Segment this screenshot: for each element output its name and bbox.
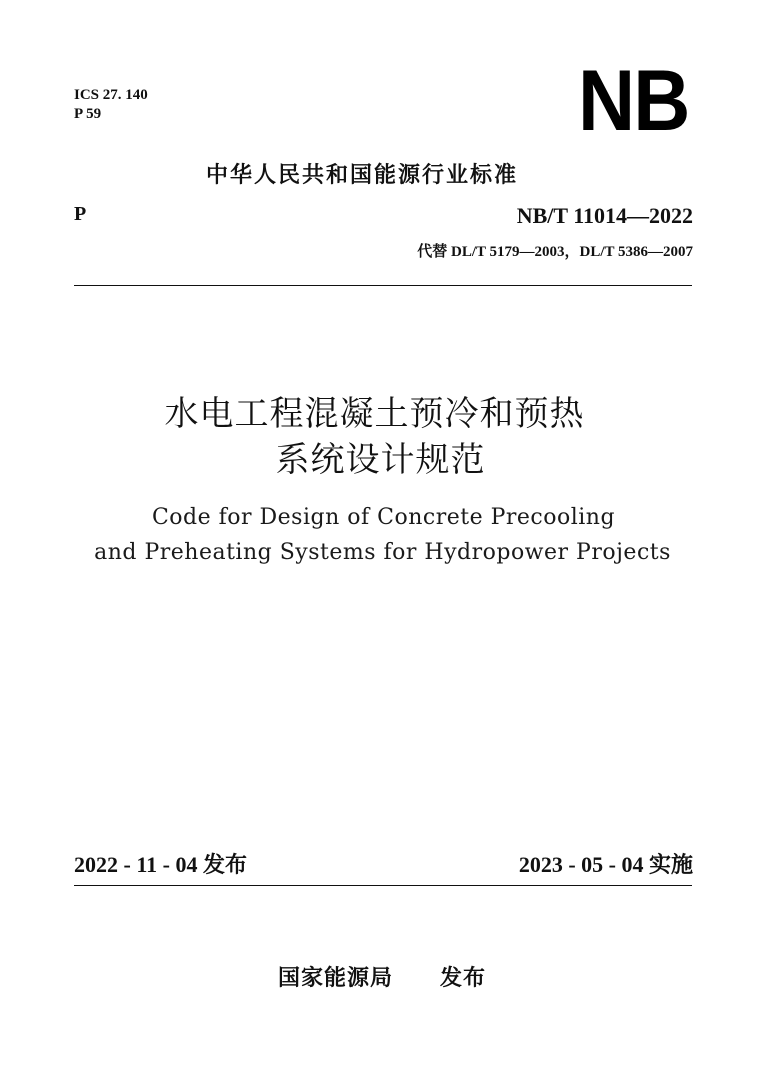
standard-type: 中华人民共和国能源行业标准 <box>206 163 519 188</box>
nb-logo: NB <box>578 53 689 149</box>
header-divider <box>74 285 692 286</box>
standard-number: NB/T 11014—2022 <box>516 203 693 228</box>
implementation-date: 2023 - 05 - 04 实施 <box>518 852 693 877</box>
title-chinese-line-2: 系统设计规范 <box>275 440 486 480</box>
ics-code: ICS 27. 140 <box>74 87 148 103</box>
title-english-line-1: Code for Design of Concrete Precooling <box>151 505 616 530</box>
title-english-line-2: and Preheating Systems for Hydropower Projects <box>94 540 671 565</box>
issue-date: 2022 - 11 - 04 发布 <box>74 852 247 877</box>
classification-code: P <box>74 203 87 225</box>
category-code: P 59 <box>74 106 102 122</box>
replaces-note: 代替 DL/T 5179—2003，DL/T 5386—2007 <box>417 244 693 260</box>
footer-divider <box>74 885 692 886</box>
ics-code-block <box>74 86 148 124</box>
title-chinese-line-1: 水电工程混凝土预冷和预热 <box>164 394 585 434</box>
publish-label: 发布 <box>440 966 487 991</box>
publisher-name: 国家能源局 <box>278 966 394 991</box>
